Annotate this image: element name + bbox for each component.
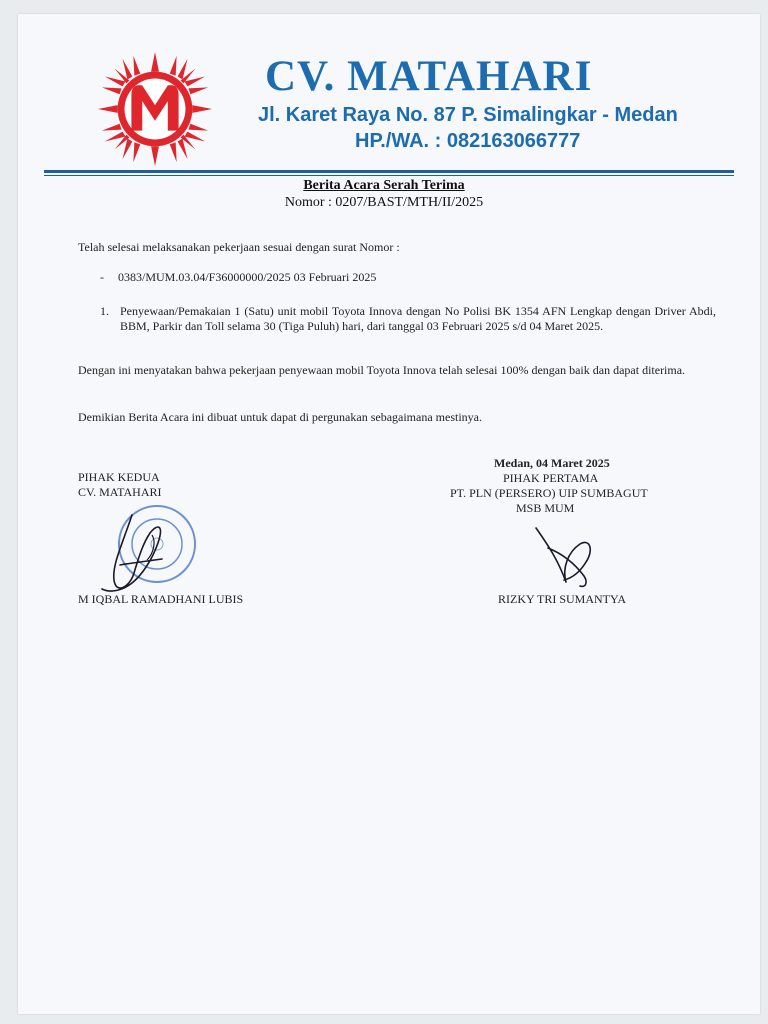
reference-bullet: -	[100, 270, 104, 284]
document-title: Berita Acara Serah Terima	[303, 178, 465, 193]
item-number: 1.	[100, 304, 109, 318]
first-party-org: PT. PLN (PERSERO) UIP SUMBAGUT	[450, 486, 648, 500]
first-party-role: PIHAK PERTAMA	[503, 471, 599, 485]
statement-paragraph: Dengan ini menyatakan bahwa pekerjaan penyewaan mobil Toyota Innova telah selesai 100% dengan baik dan dapat diterima.	[78, 363, 686, 377]
header-divider	[44, 170, 734, 173]
company-name: CV. MATAHARI	[265, 53, 593, 100]
second-party-org: CV. MATAHARI	[78, 485, 162, 499]
company-address: Jl. Karet Raya No. 87 P. Simalingkar - Medan	[258, 104, 678, 126]
item-description: Penyewaan/Pemakaian 1 (Satu) unit mobil Toyota Innova dengan No Polisi BK 1354 AFN Lengkap dengan Driver Abdi, BBM, Parkir dan Toll selama 30 (Tiga Puluh) hari, dari tanggal 03 Februari 2025 s/d 04 Maret 2025.	[120, 304, 716, 333]
reference-number: 0383/MUM.03.04/F36000000/2025 03 Februari 2025	[118, 270, 377, 284]
intro-text: Telah selesai melaksanakan pekerjaan sesuai dengan surat Nomor :	[78, 240, 400, 254]
first-party-unit: MSB MUM	[516, 501, 575, 515]
document-number: Nomor : 0207/BAST/MTH/II/2025	[284, 195, 484, 210]
sun-logo-icon	[96, 50, 214, 168]
first-party-name: RIZKY TRI SUMANTYA	[498, 592, 627, 606]
closing-paragraph: Demikian Berita Acara ini dibuat untuk dapat di pergunakan sebagaimana mestinya.	[78, 410, 482, 424]
second-party-signature	[92, 505, 182, 625]
second-party-role: PIHAK KEDUA	[78, 470, 160, 484]
signing-date: Medan, 04 Maret 2025	[494, 456, 610, 470]
first-party-signature	[528, 520, 598, 592]
header-divider-thin	[44, 175, 734, 176]
company-phone: HP./WA. : 082163066777	[355, 130, 581, 152]
second-party-name: M IQBAL RAMADHANI LUBIS	[78, 592, 244, 606]
